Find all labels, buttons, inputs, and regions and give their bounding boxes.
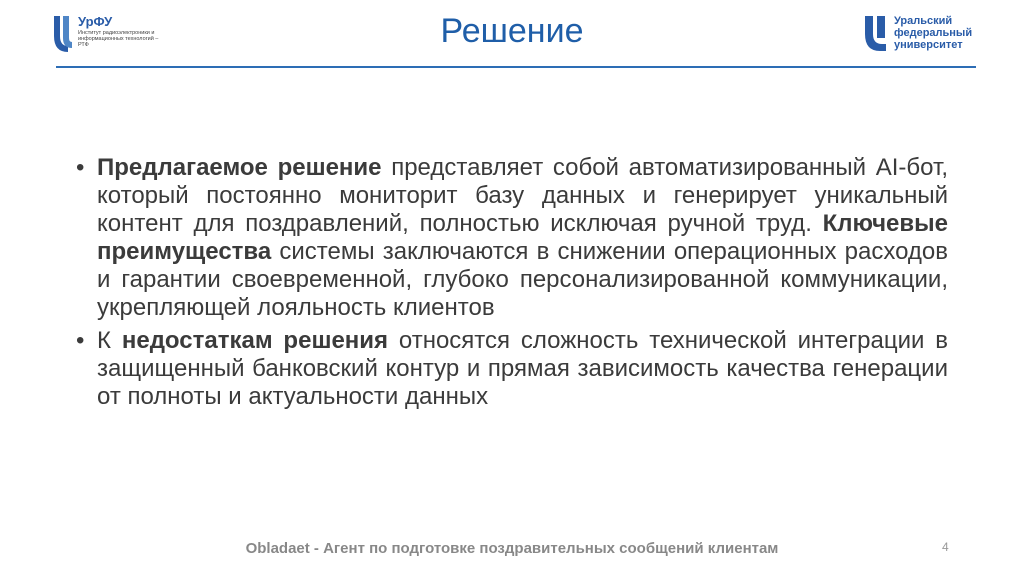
bullet-drawbacks — [76, 327, 948, 411]
bullet-1-bold-lead: Предлагаемое решение — [97, 154, 382, 181]
university-name — [894, 15, 972, 51]
bullet-2-text: относятся сложность технической интеграции в защищенный банковский контур и прямая зависимость качества генерации от полноты и актуальности данных — [97, 327, 948, 410]
bullet-1-bold-advantages: Ключевые преимущества — [97, 210, 948, 265]
urfu-university-logo — [864, 14, 984, 58]
bullet-1-text: представляет собой автоматизированный AI-бот, который постоянно мониторит базу данных и генерирует уникальный контент для поздравлений, полностью исключая ручной труд. — [97, 154, 948, 237]
slide-title: Решение — [440, 12, 584, 50]
bullet-2-lead: К — [97, 327, 122, 354]
bullet-solution — [76, 154, 948, 322]
university-name-line2: федеральный — [894, 27, 973, 39]
header-divider — [56, 66, 976, 68]
slide-header — [0, 0, 1024, 72]
page-number: 4 — [942, 540, 949, 554]
bullet-1-text-2: системы заключаются в снижении операционных расходов и гарантии своевременной, глубоко персонализированной коммуникации, укрепляющей лояльность клиентов — [97, 238, 948, 321]
urfu-logo-subtitle: Институт радиоэлектроники и информационных технологий – РТФ — [78, 30, 159, 48]
bullet-dot: • — [76, 154, 85, 181]
slide-footer: Obladaet - Агент по подготовке поздравительных сообщений клиентам — [245, 540, 779, 557]
bullet-2-bold-drawbacks: недостаткам решения — [121, 327, 389, 354]
bullet-dot: • — [76, 327, 85, 354]
urfu-logo-name: УрФУ — [78, 14, 113, 29]
university-name-line3: университет — [894, 39, 963, 51]
bullet-list — [76, 154, 948, 416]
urfu-u-logo-icon — [864, 14, 890, 52]
university-name-line1: Уральский — [894, 15, 953, 27]
